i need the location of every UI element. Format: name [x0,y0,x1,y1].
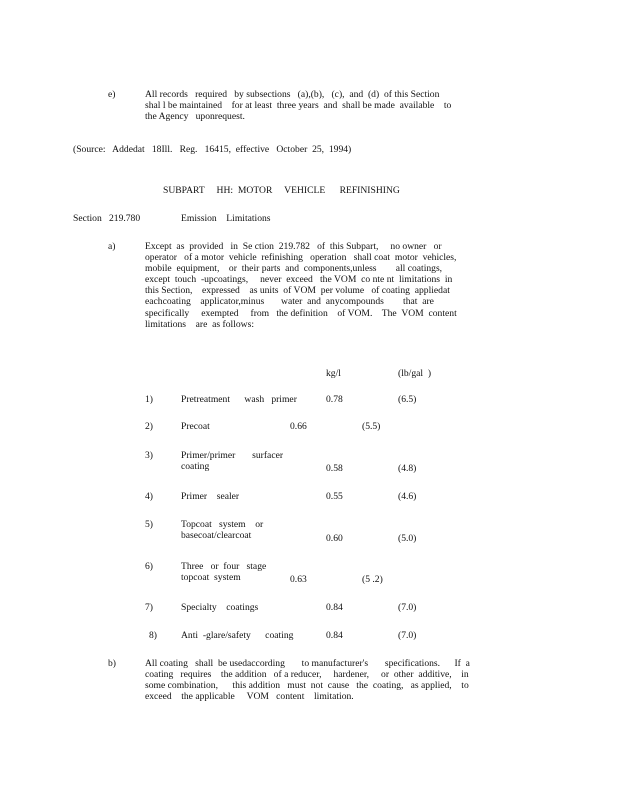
item-a-line: except touch -upcoatings, never exceed the VOM co nte nt limitations in [145,274,453,286]
item-e-text [145,89,451,122]
item-e-label: e) [108,89,116,100]
item-b-line: exceed the applicable VOM content limitation. [145,691,354,703]
row-description [181,602,258,613]
row-description [181,561,266,583]
row-number: 8) [149,630,157,641]
section-title: Emission Limitations [181,213,271,224]
row-number: 1) [145,394,153,405]
row-number: 4) [145,491,153,502]
row-kg-per-liter: 0.84 [326,630,343,641]
row-kg-per-liter: 0.78 [326,394,343,405]
row-description-line: Specialty coatings [181,602,259,613]
row-lb-per-gal: (5 .2) [362,574,383,585]
row-description-line: Primer/primer surfacer [181,450,284,461]
item-b-line: coating requires the addition of a reducer, hardener, or other additive, in [145,669,469,681]
row-lb-per-gal: (4.6) [398,491,417,502]
item-a-line: mobile equipment, or their parts and components,unless all coatings, [145,263,443,275]
row-description-line: topcoat system [181,572,241,583]
units-kg-per-liter: kg/l [326,368,341,379]
row-kg-per-liter: 0.55 [326,491,343,502]
row-number: 6) [145,561,153,572]
row-lb-per-gal: (7.0) [398,602,417,613]
item-a-label: a) [108,241,116,252]
row-kg-per-liter: 0.66 [290,421,307,432]
row-description-line: Topcoat system or [181,519,264,530]
row-description [181,394,297,405]
row-lb-per-gal: (6.5) [398,394,417,405]
row-number: 3) [145,450,153,461]
row-kg-per-liter: 0.58 [326,463,343,474]
item-a-line: operator of a motor vehicle refinishing operation shall coat motor vehicles, [145,252,457,264]
row-lb-per-gal: (5.0) [398,533,417,544]
row-description-line: Pretreatment wash primer [181,394,297,405]
item-b-label: b) [108,658,116,669]
row-description-line: coating [181,461,210,472]
row-lb-per-gal: (7.0) [398,630,417,641]
item-a-line: limitations are as follows: [145,318,254,330]
row-description [181,450,283,472]
row-description-line: Anti -glare/safety coating [181,630,294,641]
row-description-line: Primer sealer [181,491,240,502]
item-a-line: eachcoating applicator,minus water and anycompounds that are [145,296,434,308]
row-number: 7) [145,602,153,613]
source-note: (Source: Addedat 18Ill. Reg. 16415, effective October 25, 1994) [73,144,352,155]
item-b-text [145,658,470,702]
units-lb-per-gal: (lb/gal ) [398,368,432,379]
row-lb-per-gal: (5.5) [362,421,381,432]
item-a-line: Except as provided in Se ction 219.782 of this Subpart, no owner or [145,241,442,252]
row-description-line: Precoat [181,421,210,432]
section-number: Section 219.780 [73,213,141,224]
item-e-line: All records required by subsections (a),(b), (c), and (d) of this Section [145,89,440,100]
row-lb-per-gal: (4.8) [398,463,417,474]
row-kg-per-liter: 0.60 [326,533,343,544]
subpart-heading: SUBPART HH: MOTOR VEHICLE REFINISHING [163,185,400,196]
row-kg-per-liter: 0.63 [290,574,307,585]
row-description [181,630,293,641]
item-b-line: some combination, this addition must not cause the coating, as applied, to [145,680,469,692]
item-a-line: specifically exempted from the definition of VOM. The VOM content [145,307,457,319]
item-a-text [145,241,457,330]
row-number: 5) [145,519,153,530]
item-e-line: shal l be maintained for at least three years and shall be made available to [145,100,452,112]
row-number: 2) [145,421,153,432]
row-description-line: Three or four stage [181,561,267,572]
item-a-line: this Section, expressed as units of VOM per volume of coating appliedat [145,285,450,297]
row-description [181,519,263,541]
item-e-line: the Agency uponrequest. [145,111,245,123]
row-description-line: basecoat/clearcoat [181,530,252,541]
row-kg-per-liter: 0.84 [326,602,343,613]
row-description [181,421,210,432]
row-description [181,491,239,502]
item-b-line: All coating shall be usedaccording to manufacturer's specifications. If a [145,658,470,669]
